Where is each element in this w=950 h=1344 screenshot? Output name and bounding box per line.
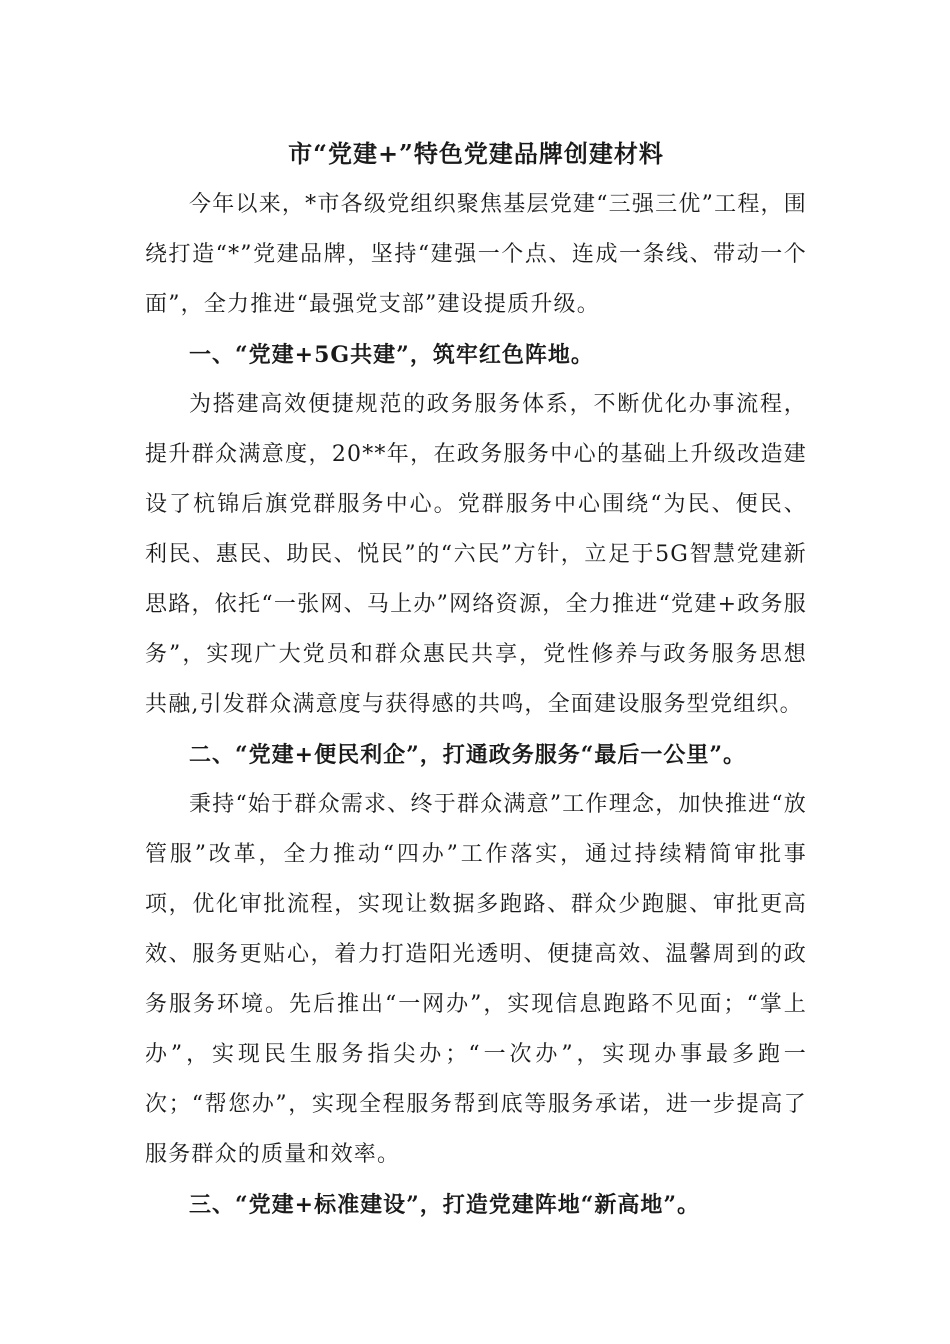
intro-paragraph: 今年以来，*市各级党组织聚焦基层党建“三强三优”工程，围绕打造“*”党建品牌，坚持“建强一个点、连成一条线、带动一个面”，全力推进“最强党支部”建设提质升级。	[145, 192, 807, 317]
document-title: 市“党建+”特色党建品牌创建材料	[288, 139, 664, 168]
section-heading-2: 二、“党建+便民利企”，打通政务服务“最后一公里”。	[189, 742, 747, 768]
section-heading-3: 三、“党建+标准建设”，打造党建阵地“新高地”。	[189, 1192, 701, 1218]
section-body-2: 秉持“始于群众需求、终于群众满意”工作理念，加快推进“放管服”改革，全力推动“四办”工作落实，通过持续精简审批事项，优化审批流程，实现让数据多跑路、群众少跑腿、审批更高效、服务更贴心，着力打造阳光透明、便捷高效、温馨周到的政务服务环境。先后推出“一网办”，实现信息跑路不见面；“掌上办”，实现民生服务指尖办；“一次办”，实现办事最多跑一次；“帮您办”，实现全程服务帮到底等服务承诺，进一步提高了服务群众的质量和效率。	[145, 792, 807, 1167]
section-body-1: 为搭建高效便捷规范的政务服务体系，不断优化办事流程，提升群众满意度，20**年，在政务服务中心的基础上升级改造建设了杭锦后旗党群服务中心。党群服务中心围绕“为民、便民、利民、惠民、助民、悦民”的“六民”方针，立足于5G智慧党建新思路，依托“一张网、马上办”网络资源，全力推进“党建+政务服务”，实现广大党员和群众惠民共享，党性修养与政务服务思想共融,引发群众满意度与获得感的共鸣，全面建设服务型党组织。	[145, 392, 807, 717]
section-heading-1: 一、“党建+5G共建”，筑牢红色阵地。	[189, 342, 594, 368]
document-body	[145, 128, 807, 1230]
